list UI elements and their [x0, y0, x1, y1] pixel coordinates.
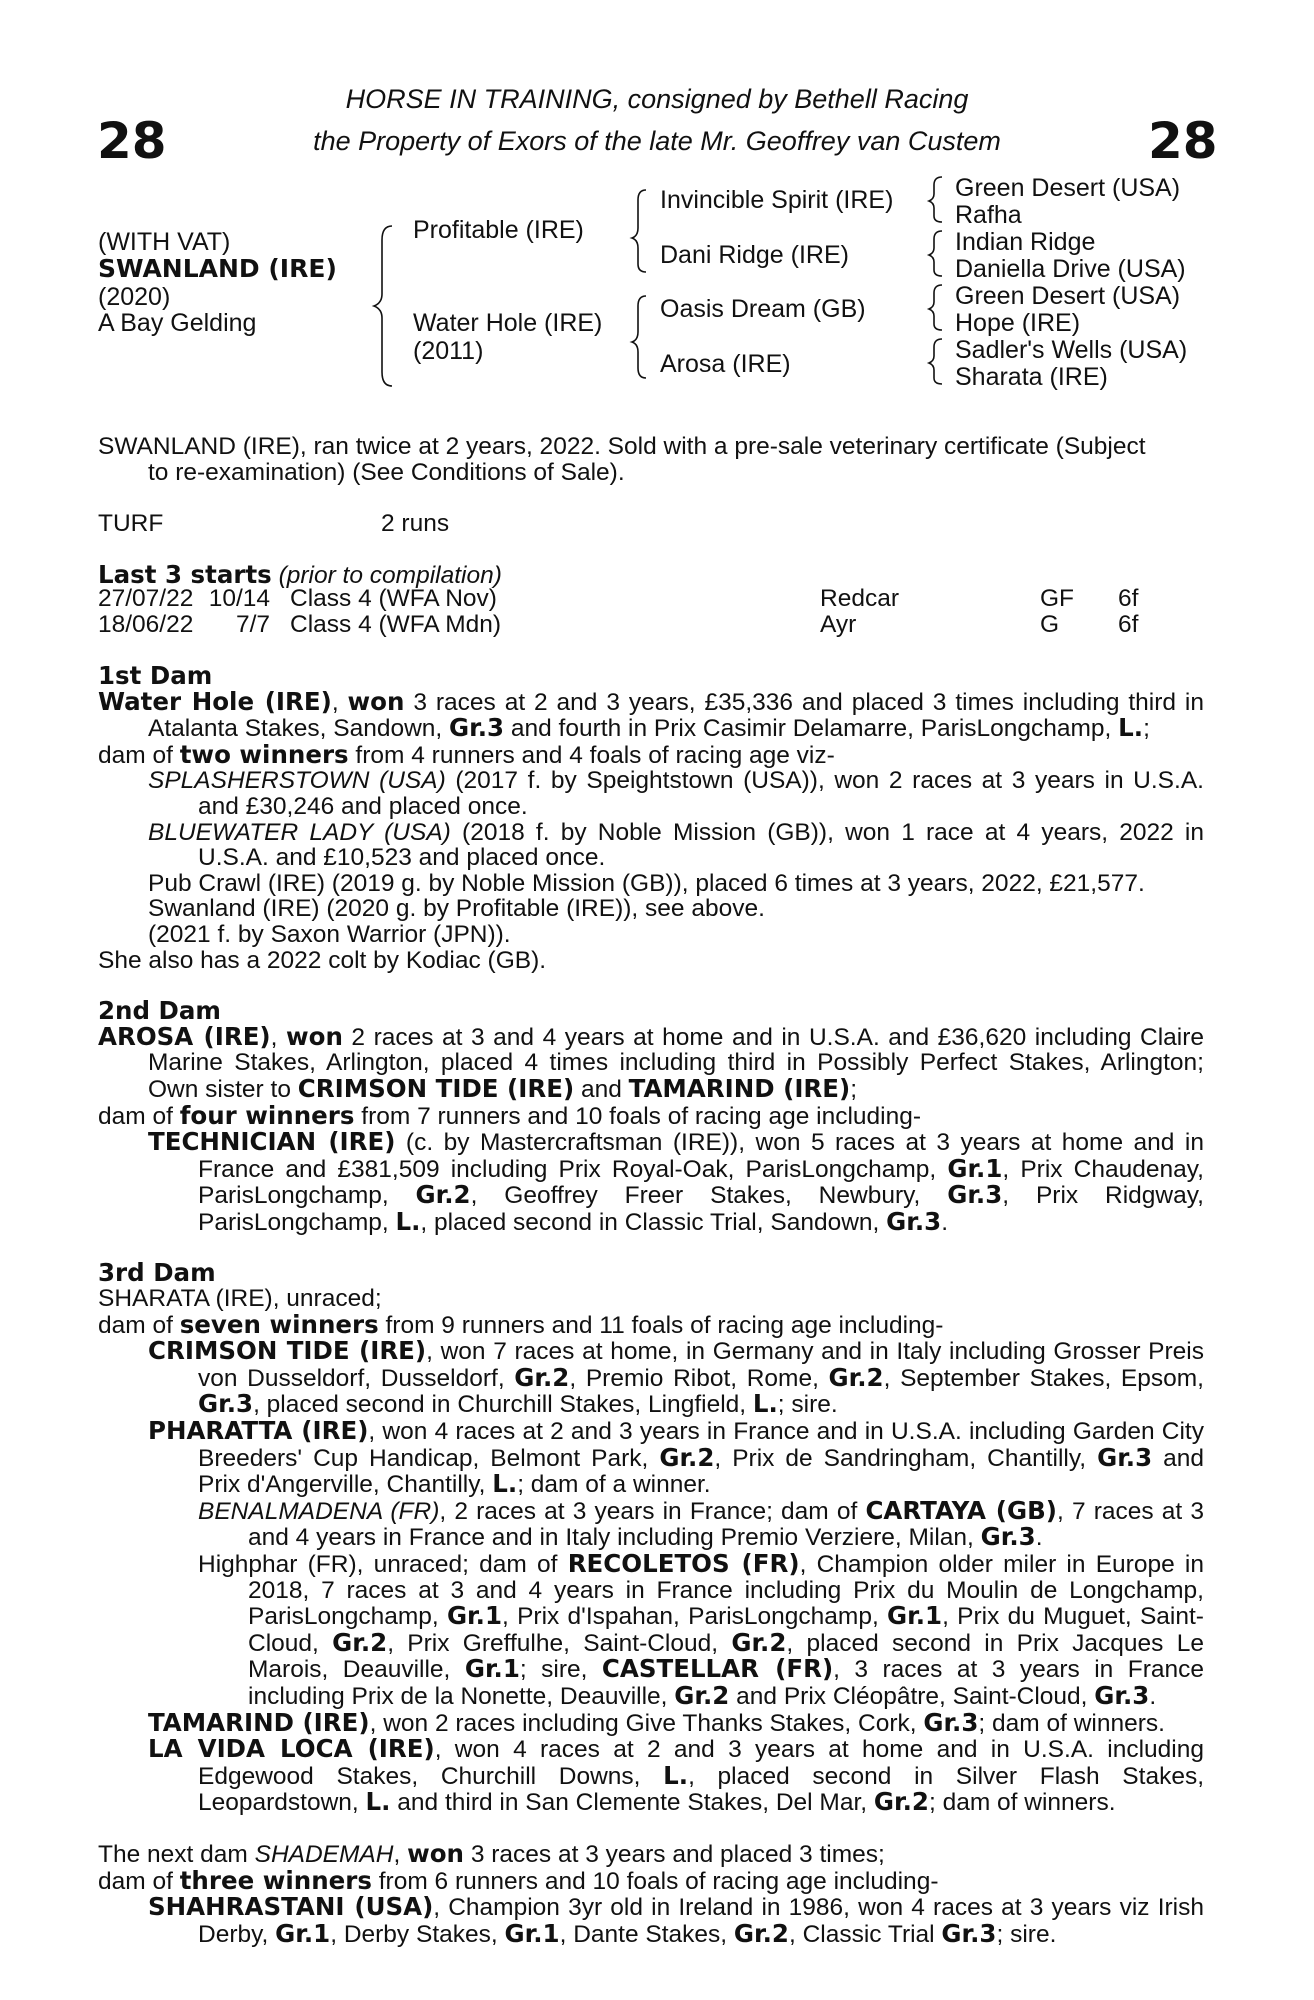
text-run: ; dam of winners.: [978, 1709, 1165, 1737]
text-run: Gr.1: [887, 1601, 943, 1631]
start-position: 10/14: [208, 585, 270, 612]
text-run: TAMARIND (IRE): [628, 1073, 851, 1103]
text-run: , Geoffrey Freer Stakes, Newbury,: [470, 1182, 948, 1210]
third-dam-granddaughter-2: [98, 1551, 1204, 1710]
last-starts-table: [0, 586, 1314, 637]
text-run: SHADEMAH: [254, 1840, 394, 1868]
text-run: PHARATTA (IRE): [148, 1416, 369, 1446]
text-run: three winners: [179, 1865, 372, 1895]
text-run: 3 races at 2 and 3 years, £35,336 and placed 3 times including third in Atalanta Stakes, Sandown,: [148, 688, 1204, 743]
first-dam-foal-1: [98, 768, 1204, 819]
horse-name: SWANLAND (IRE): [98, 254, 337, 283]
text-run: Gr.3: [923, 1707, 979, 1737]
text-run: ;: [1143, 715, 1150, 743]
text-run: Gr.3: [1097, 1442, 1153, 1472]
text-run: TAMARIND (IRE): [148, 1707, 370, 1737]
first-dam-record: [98, 686, 1204, 743]
brace-sire: [632, 190, 646, 272]
first-dam-produce-summary: [98, 739, 1204, 769]
text-run: Gr.3: [449, 713, 505, 743]
start-course: Ayr: [820, 610, 857, 638]
text-run: , Prix Greffulhe, Saint-Cloud,: [387, 1629, 732, 1657]
text-run: and fourth in Prix Casimir Delamarre, ParisLongchamp,: [504, 715, 1119, 743]
text-run: Gr.3: [886, 1206, 942, 1236]
text-run: She also has a 2022 colt by Kodiac (GB).: [98, 946, 547, 974]
text-run: Gr.3: [980, 1522, 1036, 1552]
text-run: , placed second in Prix Jacques Le Marois, Deauville,: [248, 1629, 1204, 1684]
first-dam-heading: 1st Dam: [98, 661, 213, 690]
text-run: , Classic Trial: [788, 1920, 942, 1948]
first-dam-foal-2: [98, 820, 1204, 871]
text-run: Gr.2: [731, 1627, 787, 1657]
text-run: Gr.2: [873, 1787, 929, 1817]
next-dam-produce-summary: [98, 1865, 1204, 1895]
start-distance: 6f: [1118, 585, 1139, 612]
text-run: ; sire.: [996, 1920, 1057, 1948]
brace-g3: [929, 285, 942, 330]
start-date: 27/07/22: [98, 585, 194, 612]
text-run: Gr.2: [514, 1362, 570, 1392]
pedigree-dam: Water Hole (IRE): [413, 309, 603, 337]
third-dam-granddaughter-1: [98, 1495, 1204, 1552]
lot-number-right: 28: [1148, 112, 1218, 170]
text-run: dam of: [98, 741, 180, 769]
text-run: Gr.1: [504, 1918, 560, 1948]
first-dam-note: [98, 948, 1204, 974]
text-run: and third in San Clemente Stakes, Del Mar,: [390, 1789, 874, 1817]
brace-g1: [929, 177, 942, 222]
third-dam-foal-2: [98, 1418, 1204, 1498]
text-run: seven winners: [179, 1309, 379, 1339]
text-run: L.: [663, 1760, 689, 1790]
header-consignor: HORSE IN TRAINING, consigned by Bethell Racing: [345, 84, 969, 114]
text-run: ,: [331, 688, 348, 716]
text-run: CRIMSON TIDE (IRE): [297, 1073, 575, 1103]
text-run: two winners: [179, 739, 349, 769]
pedigree-dam-year: (2011): [413, 337, 484, 365]
text-run: (2018 f. by Noble Mission (GB)), won 1 race at 4 years, 2022 in U.S.A. and £10,523 and placed once.: [198, 818, 1204, 872]
text-run: , placed second in Churchill Stakes, Lingfield,: [253, 1391, 753, 1419]
text-run: L.: [492, 1469, 518, 1499]
text-run: Gr.3: [198, 1389, 254, 1419]
text-run: Gr.2: [415, 1180, 471, 1210]
text-run: , Premio Ribot, Rome,: [569, 1364, 829, 1392]
text-run: dam of: [98, 1311, 180, 1339]
text-run: (c. by Mastercraftsman (IRE)), won 5 races at 3 years at home and in France and £381,509 including Prix Royal-Oak, ParisLongchamp,: [198, 1129, 1204, 1183]
text-run: four winners: [179, 1100, 355, 1130]
pedigree-dam-sire: Oasis Dream (GB): [660, 295, 866, 323]
text-run: .: [941, 1208, 949, 1236]
pedigree-g8: Sharata (IRE): [955, 363, 1108, 391]
start-position: 7/7: [235, 610, 270, 638]
text-run: from 6 runners and 10 foals of racing age including-: [371, 1867, 939, 1895]
text-run: L.: [395, 1206, 421, 1236]
text-run: Swanland (IRE) (2020 g. by Profitable (IRE)), see above.: [148, 895, 765, 923]
text-run: Water Hole (IRE): [98, 686, 332, 716]
text-run: CRIMSON TIDE (IRE): [148, 1336, 427, 1366]
second-dam-produce-summary: [98, 1100, 1204, 1130]
text-run: Highphar (FR), unraced; dam of: [198, 1551, 568, 1578]
start-row-2: [0, 612, 1314, 638]
last-starts-heading: Last 3 starts: [98, 560, 272, 589]
text-run: SHARATA (IRE), unraced;: [98, 1285, 382, 1313]
start-course: Redcar: [820, 585, 899, 612]
text-run: , Prix Chaudenay, ParisLongchamp,: [198, 1155, 1204, 1210]
next-dam-foal-1: [98, 1894, 1204, 1947]
start-date: 18/06/22: [98, 610, 194, 638]
header-property: the Property of Exors of the late Mr. Geoffrey van Custem: [313, 126, 1001, 156]
text-run: , Derby Stakes,: [330, 1920, 505, 1948]
text-run: L.: [1118, 713, 1144, 743]
first-dam-foal-5: [98, 922, 1204, 948]
start-race: Class 4 (WFA Nov): [290, 585, 497, 612]
text-run: .: [1149, 1682, 1157, 1710]
text-run: , placed second in Silver Flash Stakes, Leopardstown,: [198, 1762, 1205, 1817]
text-run: Gr.2: [828, 1362, 884, 1392]
horse-description: A Bay Gelding: [98, 309, 257, 337]
text-run: Gr.1: [446, 1601, 502, 1631]
third-dam-foal-3: [98, 1707, 1204, 1737]
second-dam-record: [98, 1021, 1205, 1103]
text-run: and Prix Cléopâtre, Saint-Cloud,: [729, 1682, 1095, 1710]
intro-line-2: to re-examination) (See Conditions of Sale).: [148, 458, 625, 486]
text-run: RECOLETOS (FR): [567, 1549, 800, 1578]
first-dam-foal-4: [98, 896, 1204, 922]
text-run: Gr.1: [275, 1918, 331, 1948]
text-run: , September Stakes, Epsom,: [883, 1364, 1204, 1392]
text-run: .: [1035, 1524, 1043, 1552]
text-run: , won 2 races including Give Thanks Stakes, Cork,: [369, 1709, 924, 1737]
text-run: Pub Crawl (IRE) (2019 g. by Noble Mission (GB)), placed 6 times at 3 years, 2022, £21,577.: [148, 869, 1145, 897]
text-run: , Champion older miler in Europe in 2018, 7 races at 3 and 4 years in France including Prix du Moulin de Longchamp, ParisLongchamp,: [248, 1551, 1204, 1631]
text-run: ,: [270, 1023, 286, 1051]
intro: [98, 434, 1204, 485]
last-starts-note: (prior to compilation): [278, 562, 502, 589]
pedigree-sire-dam: Dani Ridge (IRE): [660, 241, 849, 269]
pedigree-dam-dam: Arosa (IRE): [660, 350, 791, 378]
second-dam-heading: 2nd Dam: [98, 996, 221, 1026]
text-run: The next dam: [98, 1840, 255, 1868]
pedigree-g1: Green Desert (USA): [955, 174, 1181, 202]
text-run: CASTELLAR (FR): [601, 1654, 834, 1684]
start-race: Class 4 (WFA Mdn): [290, 610, 502, 638]
third-dam-foal-1: [98, 1338, 1204, 1418]
text-run: , Prix de Sandringham, Chantilly,: [714, 1444, 1098, 1472]
text-run: Gr.2: [659, 1442, 715, 1472]
text-run: , Prix Ridgway, ParisLongchamp,: [198, 1182, 1204, 1236]
intro-line-1: SWANLAND (IRE), ran twice at 2 years, 2022. Sold with a pre-sale veterinary certificate (Subject: [98, 433, 1146, 460]
text-run: , Prix du Muguet, Saint-Cloud,: [248, 1603, 1204, 1657]
text-run: , won 4 races at 2 and 3 years in France and in U.S.A. including Garden City Breeders' Cup Handicap, Belmont Park,: [198, 1418, 1204, 1472]
text-run: won: [347, 686, 405, 716]
pedigree-g7: Sadler's Wells (USA): [955, 336, 1188, 364]
brace-g4: [929, 339, 942, 384]
text-run: from 4 runners and 4 foals of racing age viz-: [348, 741, 835, 769]
text-run: L.: [752, 1389, 778, 1419]
text-run: ,: [393, 1840, 408, 1868]
text-run: Gr.1: [464, 1654, 520, 1684]
pedigree-g2: Rafha: [955, 201, 1022, 229]
dam-sections: [98, 663, 1204, 1947]
text-run: won: [285, 1021, 343, 1051]
text-run: ; sire.: [777, 1391, 838, 1419]
text-run: , Prix d'Ispahan, ParisLongchamp,: [502, 1603, 888, 1631]
text-run: ; dam of winners.: [928, 1789, 1116, 1817]
text-run: Gr.1: [947, 1153, 1003, 1183]
text-run: SPLASHERSTOWN (USA): [148, 767, 446, 795]
text-run: , Champion 3yr old in Ireland in 1986, won 4 races at 3 years viz Irish Derby,: [198, 1894, 1204, 1948]
text-run: , Dante Stakes,: [559, 1920, 734, 1948]
pedigree-g3: Indian Ridge: [955, 228, 1096, 256]
third-dam-foal-4: [98, 1736, 1204, 1816]
pedigree-g4: Daniella Drive (USA): [955, 255, 1186, 283]
text-run: dam of: [98, 1102, 180, 1130]
text-run: (2021 f. by Saxon Warrior (JPN)).: [148, 920, 511, 948]
third-dam-produce-summary: [98, 1309, 1204, 1339]
first-dam-foal-3: [98, 871, 1204, 897]
start-going: G: [1040, 610, 1060, 638]
text-run: , 2 races at 3 years in France; dam of: [439, 1497, 866, 1525]
start-row-1: [0, 586, 1314, 612]
text-run: L.: [365, 1787, 391, 1817]
brace-g2: [929, 231, 942, 276]
text-run: Gr.3: [1094, 1680, 1150, 1710]
text-run: , won 4 races at 2 and 3 years at home and in U.S.A. including Edgewood Stakes, Churchill Downs,: [198, 1736, 1205, 1790]
text-run: Gr.3: [941, 1918, 997, 1948]
brace-dam: [632, 296, 646, 378]
text-run: and: [574, 1075, 629, 1103]
text-run: AROSA (IRE): [98, 1021, 271, 1051]
horse-vat: (WITH VAT): [98, 228, 231, 256]
text-run: LA VIDA LOCA (IRE): [148, 1734, 435, 1764]
text-run: BENALMADENA (FR): [198, 1497, 440, 1525]
text-run: , 7 races at 3 and 4 years in France and in Italy including Premio Verziere, Milan,: [248, 1497, 1204, 1552]
turf-runs: 2 runs: [381, 510, 450, 537]
pedigree-g5: Green Desert (USA): [955, 282, 1181, 310]
second-dam-foal-1: [98, 1129, 1204, 1235]
pedigree-sire: Profitable (IRE): [413, 216, 584, 244]
next-dam-record: [98, 1838, 1204, 1868]
text-run: Gr.2: [674, 1680, 730, 1710]
text-run: ; dam of a winner.: [517, 1471, 711, 1499]
text-run: dam of: [98, 1867, 180, 1895]
text-run: TECHNICIAN (IRE): [148, 1127, 396, 1157]
text-run: Gr.2: [733, 1918, 789, 1948]
third-dam-record: [98, 1286, 1204, 1312]
lot-number-left: 28: [97, 112, 167, 170]
text-run: , 3 races at 3 years in France including Prix de la Nonette, Deauville,: [248, 1656, 1204, 1710]
horse-year: (2020): [98, 283, 171, 311]
text-run: ;: [850, 1075, 858, 1103]
brace-main: [374, 226, 392, 386]
start-going: GF: [1040, 585, 1075, 612]
text-run: and Prix d'Angerville, Chantilly,: [198, 1444, 1205, 1499]
text-run: (2017 f. by Speightstown (USA)), won 2 races at 3 years in U.S.A. and £30,246 and placed once.: [198, 767, 1204, 820]
text-run: Gr.3: [947, 1180, 1003, 1210]
pedigree-g6: Hope (IRE): [955, 309, 1081, 337]
text-run: from 9 runners and 11 foals of racing age including-: [378, 1311, 944, 1339]
text-run: CARTAYA (GB): [865, 1495, 1057, 1525]
text-run: from 7 runners and 10 foals of racing age including-: [354, 1102, 922, 1130]
text-run: Gr.2: [332, 1627, 388, 1657]
text-run: SHAHRASTANI (USA): [148, 1892, 434, 1922]
turf-label: TURF: [98, 510, 164, 537]
text-run: ; sire,: [519, 1656, 602, 1684]
text-run: , won 7 races at home, in Germany and in Italy including Grosser Preis von Dusseldorf, Dusseldorf,: [198, 1338, 1205, 1392]
text-run: 3 races at 3 years and placed 3 times;: [464, 1840, 885, 1868]
text-run: , placed second in Classic Trial, Sandown,: [420, 1208, 887, 1236]
pedigree-sire-sire: Invincible Spirit (IRE): [660, 186, 894, 214]
third-dam-heading: 3rd Dam: [98, 1258, 216, 1288]
text-run: BLUEWATER LADY (USA): [148, 818, 451, 846]
text-run: won: [407, 1838, 465, 1868]
text-run: 2 races at 3 and 4 years at home and in U.S.A. and £36,620 including Claire Marine Stakes, Arlington, placed 4 times including third in Possibly Perfect Stakes, Arlington; Own sister to: [148, 1023, 1205, 1103]
start-distance: 6f: [1118, 610, 1139, 638]
